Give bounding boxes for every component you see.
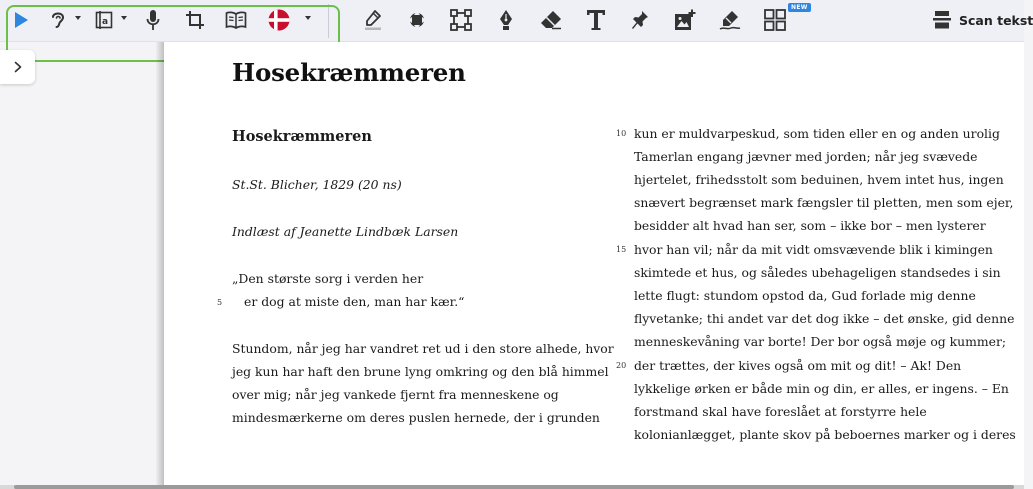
right-paragraph-line-4: snævert begrænset mark fængsler til pletten, men som ejer, (634, 195, 1014, 210)
document-subtitle: Hosekræmmeren (232, 128, 372, 145)
crop-icon (185, 10, 205, 30)
book-icon (225, 11, 247, 29)
text-icon (586, 9, 606, 31)
svg-text:a: a (102, 17, 109, 27)
right-paragraph-line-13: forstmand skal have foreslået at forstyrre hele (634, 404, 927, 419)
line-number-5: 5 (217, 298, 223, 307)
new-badge: NEW (788, 3, 811, 12)
microphone-icon (145, 9, 161, 31)
text-button[interactable] (585, 7, 607, 33)
left-paragraph-line-4: mindesmærkerne om deres puslen hernede, der i grunden (232, 410, 600, 425)
pen-button[interactable] (496, 7, 516, 33)
right-paragraph-line-10: menneskevåning var borte! Der bor også møje og kummer; (634, 334, 1007, 349)
left-paragraph-line-2: jeg kun har haft den brune lyng omkring og den blå himmel (232, 364, 609, 379)
reading-frame-dropdown-caret[interactable] (121, 16, 127, 20)
dictate-button[interactable] (143, 7, 163, 33)
play-button[interactable] (11, 7, 31, 33)
sidebar-toggle-button[interactable] (0, 50, 35, 84)
move-button[interactable] (406, 7, 428, 33)
right-paragraph-line-3: hjertelet, frihedsstolt som beduinen, hvem intet hus, ingen (634, 172, 1004, 187)
dictionary-button[interactable] (225, 7, 247, 33)
line-number-10: 10 (616, 129, 627, 138)
chevron-right-icon (13, 61, 23, 73)
highlighter-button[interactable] (362, 7, 384, 33)
right-paragraph-line-11: der trættes, der kives også om mit og dit! – Ak! Den (634, 358, 962, 373)
eraser-button[interactable] (540, 7, 562, 33)
right-paragraph-line-6: hvor han vil; når da mit vidt omsvævende blik i kimingen (634, 242, 993, 257)
right-paragraph-line-7: skimtede et hus, og således ubehageligen standsedes i sin (634, 265, 1001, 280)
sign-button[interactable] (718, 7, 742, 33)
toolbar-separator (328, 4, 329, 38)
crop-button[interactable] (184, 7, 206, 33)
left-paragraph-line-1: Stundom, når jeg har vandret ret ud i den store alhede, hvor (232, 341, 614, 356)
line-number-15: 15 (616, 245, 627, 254)
reader-line: Indlæst af Jeanette Lindbæk Larsen (232, 224, 459, 239)
quote-line-1: „Den største sorg i verden her (232, 271, 424, 286)
language-dropdown-caret[interactable] (305, 16, 311, 20)
ear-icon (50, 10, 66, 30)
right-paragraph-line-2: Tamerlan engang jævner med jorden; når jeg svævede (634, 149, 978, 164)
right-paragraph-line-1: kun er muldvarpeskud, som tiden eller en og anden urolig (634, 126, 1000, 141)
move-icon (407, 10, 427, 30)
danish-flag-icon (268, 9, 290, 31)
scanner-icon (933, 10, 951, 30)
apps-grid-icon (764, 9, 786, 31)
right-paragraph-line-14: kolonianlægget, plante skov på beboernes marker og i deres (634, 427, 1016, 442)
toolbar (0, 0, 1033, 42)
signature-pen-icon (718, 9, 742, 31)
listen-button[interactable] (47, 7, 69, 33)
right-paragraph-line-5: besidder alt hvad han ser, som – ikke bor – men lysterer (634, 218, 986, 233)
horizontal-scrollbar-thumb[interactable] (14, 485, 1014, 489)
reading-frame-icon (95, 10, 113, 30)
document-title: Hosekræmmeren (232, 58, 466, 87)
page-shadow (156, 42, 164, 489)
line-number-20: 20 (616, 361, 627, 370)
pen-nib-icon (498, 9, 514, 31)
listen-dropdown-caret[interactable] (75, 16, 81, 20)
right-paragraph-line-12: lykkelige ørken er både min og din, er alles, er ingens. – En (634, 381, 1009, 396)
add-image-button[interactable] (674, 7, 696, 33)
select-area-button[interactable] (450, 7, 472, 33)
scan-text-label: Scan tekst (959, 12, 1033, 28)
author-line: St.St. Blicher, 1829 (20 ns) (232, 177, 402, 192)
quote-line-2: er dog at miste den, man har kær.“ (244, 294, 465, 309)
language-button[interactable] (267, 7, 291, 33)
apps-button[interactable] (764, 7, 786, 33)
right-paragraph-line-8: lette flugt: stundom opstod da, Gud forlade mig denne (634, 288, 976, 303)
add-image-icon (674, 9, 696, 31)
pin-button[interactable] (630, 7, 650, 33)
left-paragraph-line-3: over mig; når jeg vankede fjernt fra menneskene og (232, 387, 559, 402)
pin-icon (631, 10, 649, 30)
right-paragraph-line-9: flyvetanke; thi andet var det dog ikke – det ønske, gid denne (634, 311, 1015, 326)
scan-text-button[interactable] (933, 9, 1033, 31)
highlighter-icon (363, 9, 383, 31)
play-icon (13, 11, 29, 29)
eraser-icon (540, 10, 562, 30)
select-area-icon (450, 9, 472, 31)
reading-frame-button[interactable] (93, 7, 115, 33)
